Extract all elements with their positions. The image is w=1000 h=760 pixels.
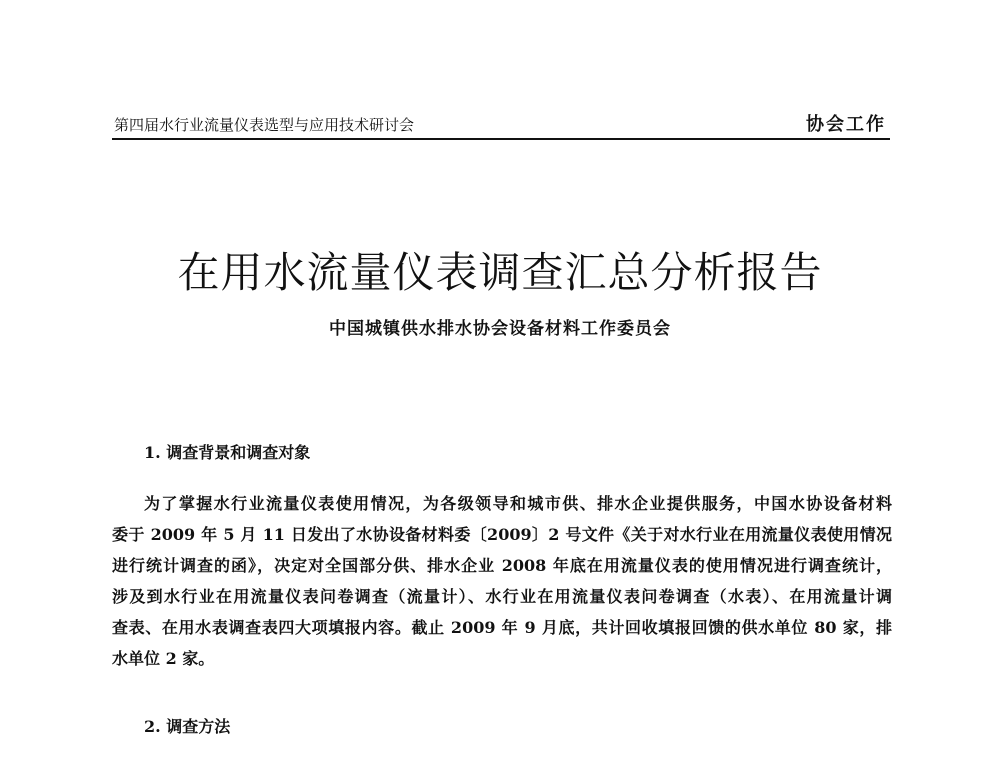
section-heading-1: 1. 调查背景和调查对象 bbox=[144, 443, 311, 462]
paragraph-line: 涉及到水行业在用流量仪表问卷调查（流量计）、水行业在用流量仪表问卷调查（水表）、在用流量计调 bbox=[112, 587, 892, 606]
paragraph-line: 水单位 2 家。 bbox=[112, 649, 215, 668]
running-header bbox=[112, 112, 890, 140]
paragraph-line: 查表、在用水表调查表四大项填报内容。截止 2009 年 9 月底，共计回收填报回馈的供水单位 80 家，排 bbox=[112, 618, 892, 637]
article-author: 中国城镇供水排水协会设备材料工作委员会 bbox=[329, 319, 671, 339]
paragraph-line: 为了掌握水行业流量仪表使用情况，为各级领导和城市供、排水企业提供服务，中国水协设备材料 bbox=[144, 494, 892, 513]
section-heading-2: 2. 调查方法 bbox=[144, 717, 231, 736]
section-label: 协会工作 bbox=[806, 114, 886, 135]
section-1-paragraph bbox=[112, 488, 892, 674]
paragraph-line: 委于 2009 年 5 月 11 日发出了水协设备材料委〔2009〕2 号文件《关于对水行业在用流量仪表使用情况 bbox=[112, 525, 892, 544]
article-title: 在用水流量仪表调查汇总分析报告 bbox=[177, 248, 823, 298]
paragraph-line: 进行统计调查的函》，决定对全国部分供、排水企业 2008 年底在用流量仪表的使用情况进行调查统计， bbox=[112, 556, 892, 575]
conference-name: 第四届水行业流量仪表选型与应用技术研讨会 bbox=[114, 116, 415, 134]
